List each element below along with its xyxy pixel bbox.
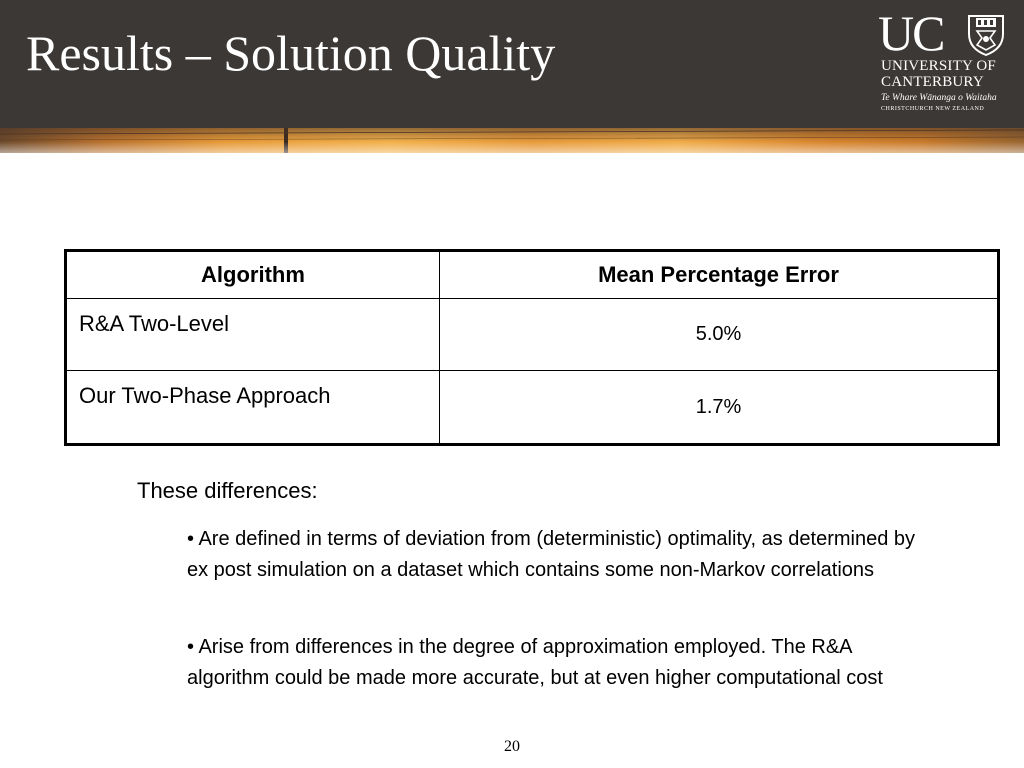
header-algorithm: Algorithm bbox=[66, 251, 440, 299]
title-bar bbox=[0, 0, 1024, 128]
table-row bbox=[66, 371, 999, 445]
algorithm-cell: R&A Two-Level bbox=[66, 299, 440, 371]
algorithm-cell: Our Two-Phase Approach bbox=[66, 371, 440, 445]
error-cell: 1.7% bbox=[440, 371, 999, 445]
results-table bbox=[64, 249, 1000, 446]
page-number: 20 bbox=[504, 738, 520, 755]
error-cell: 5.0% bbox=[440, 299, 999, 371]
logo-university-name: UNIVERSITY OF CANTERBURY bbox=[881, 58, 996, 90]
logo-mark: UC bbox=[878, 5, 944, 61]
sunset-banner bbox=[0, 128, 1024, 153]
intro-text: These differences: bbox=[137, 478, 318, 503]
university-logo bbox=[878, 5, 1012, 116]
table-row bbox=[66, 299, 999, 371]
bullet-item: • Are defined in terms of deviation from (deterministic) optimality, as determined by ex post simulation on a dataset which contains some non-Markov correlations bbox=[187, 528, 916, 581]
logo-city: CHRISTCHURCH NEW ZEALAND bbox=[881, 106, 985, 112]
table-header-row bbox=[66, 251, 999, 299]
crest-icon bbox=[964, 12, 1008, 56]
bullet-item: • Arise from differences in the degree of approximation employed. The R&A algorithm could be made more accurate, but at even higher computational cost bbox=[187, 636, 883, 689]
slide-title: Results – Solution Quality bbox=[26, 25, 556, 81]
power-line-decoration bbox=[0, 128, 1024, 153]
logo-maori-name: Te Whare Wānanga o Waitaha bbox=[881, 93, 997, 103]
header-mean-percentage-error: Mean Percentage Error bbox=[440, 251, 999, 299]
